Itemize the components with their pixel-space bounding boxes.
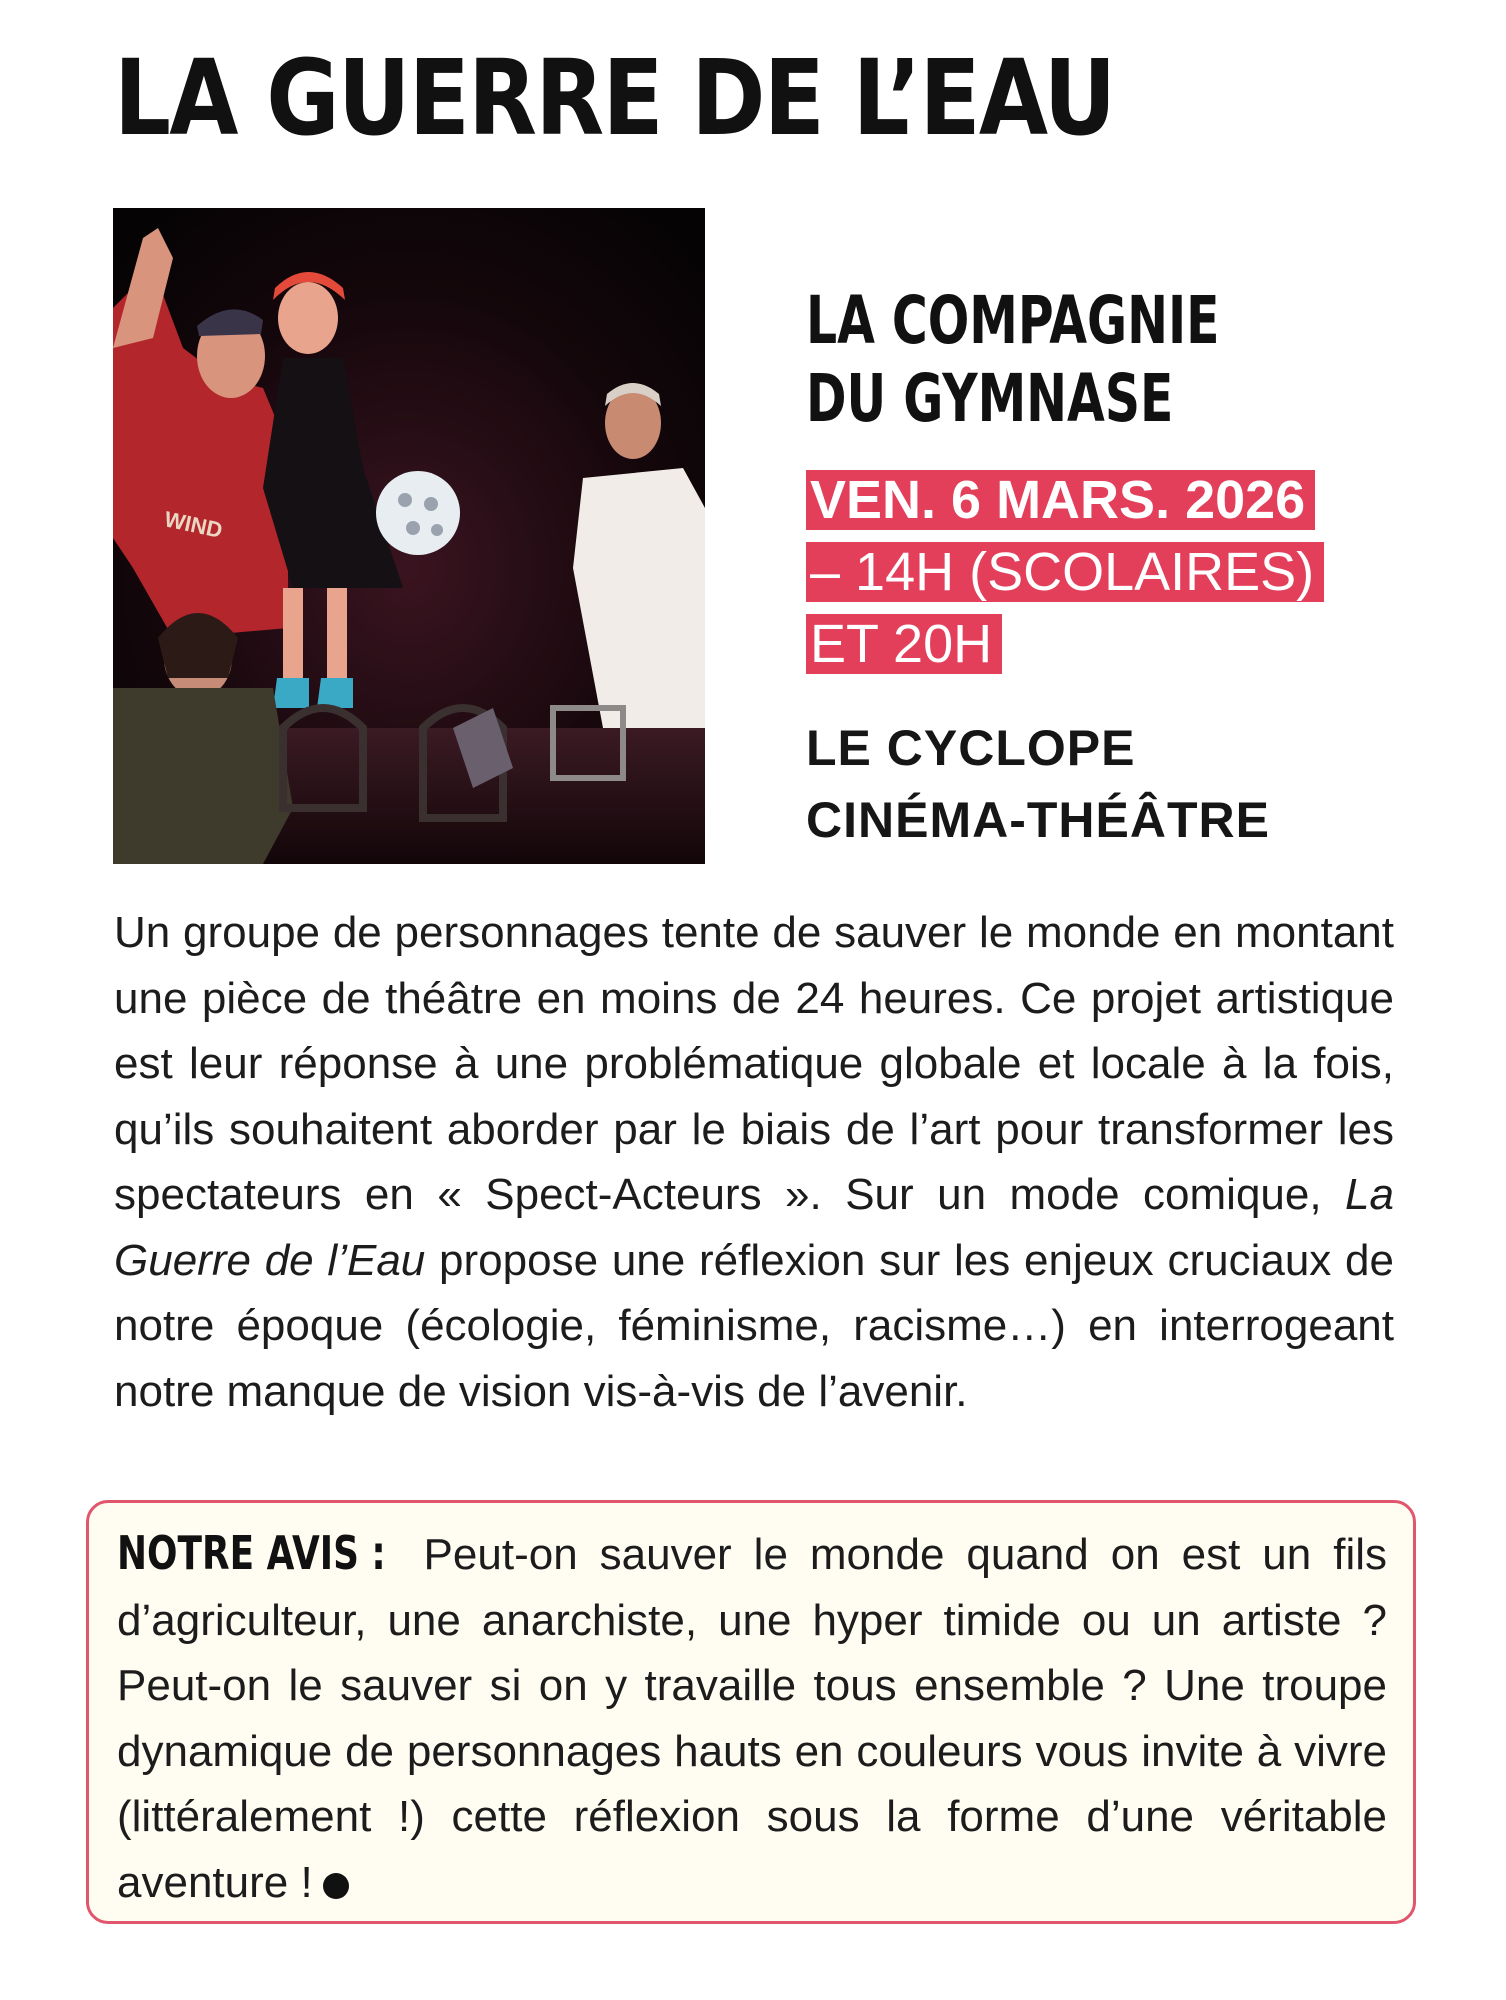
description-part-2: propose une réflexion sur les enjeux cruciaux de notre époque (écologie, féminisme, racisme…) en interrogeant notre manque de vision vis-à-vis de l’avenir. (114, 1235, 1395, 1416)
date-line-2: – 14H (SCOLAIRES) (806, 542, 1324, 602)
page-title: LA GUERRE DE L’EAU (114, 37, 1115, 159)
show-description (114, 900, 1394, 1424)
description-show-title: La Guerre de l’Eau (114, 1170, 1394, 1285)
review-label: NOTRE AVIS : (117, 1526, 386, 1580)
stage-photo-illustration (113, 208, 705, 864)
review-body: Peut-on sauver le monde quand on est un fils d’agriculteur, une anarchiste, une hyper timide ou un artiste ? Peut-on le sauver si on y travaille tous ensemble ? Une troupe dynamique de personnages hauts en couleurs vous invite à vivre (littéralement !) cette réflexion sous la forme d’une véritable aventure ! (117, 1530, 1387, 1907)
date-line-3: ET 20H (806, 614, 1002, 674)
description-part-1: Un groupe de personnages tente de sauver le monde en montant une pièce de théâtre en moins de 24 heures. Ce projet artistique est leur réponse à une problématique globale et locale à la fois, qu’ils souhaitent aborder par le biais de l’art pour transformer les spectateurs en « Spect-Acteurs ». Sur un mode comique, (114, 908, 1394, 1219)
svg-text:WIND: WIND (162, 506, 225, 544)
stage-photo (113, 208, 705, 864)
venue-line-1: LE CYCLOPE (806, 720, 1136, 776)
venue (806, 712, 1270, 856)
company-line-2: DU GYMNASE (806, 360, 1174, 437)
review-box (86, 1500, 1416, 1924)
company-name (806, 282, 1219, 438)
date-line-1: VEN. 6 MARS. 2026 (806, 470, 1315, 530)
performance-dates (806, 470, 1406, 686)
venue-line-2: CINÉMA-THÉÂTRE (806, 792, 1270, 848)
company-line-1: LA COMPAGNIE (806, 282, 1220, 359)
end-dot-icon (323, 1873, 349, 1899)
review-text (117, 1521, 1387, 1915)
